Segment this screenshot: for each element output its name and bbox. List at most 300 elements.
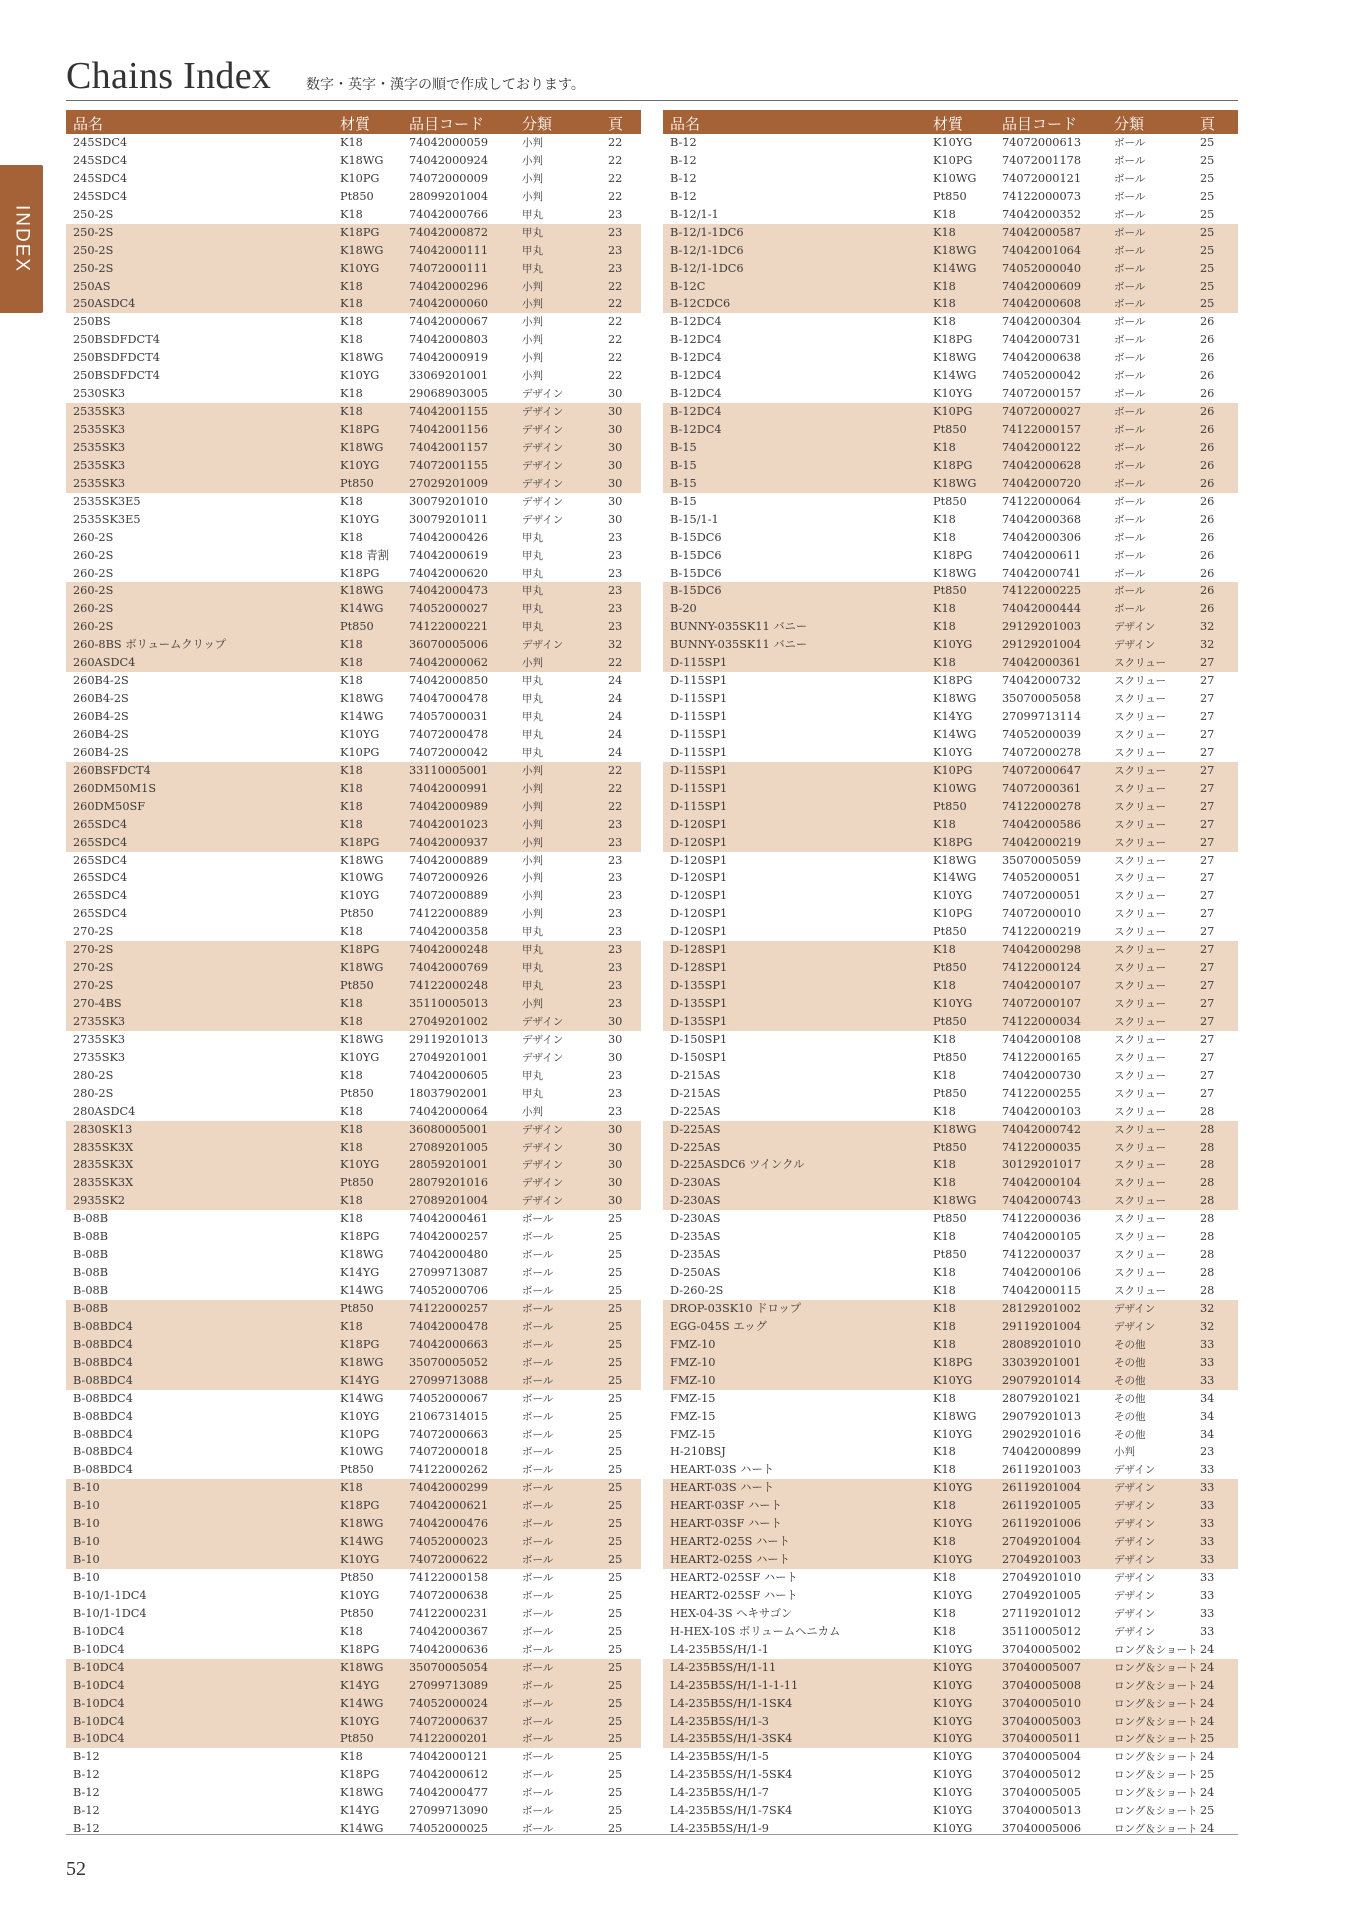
- item-code: 74072000051: [1002, 889, 1082, 903]
- category: ボール: [1114, 603, 1146, 616]
- product-name: DROP-03SK10 ドロップ: [670, 1301, 802, 1315]
- page-ref: 30: [608, 458, 623, 472]
- product-name: B-12DC4: [670, 315, 722, 329]
- material: K18: [340, 763, 363, 777]
- material: K18: [340, 405, 363, 419]
- table-row: [663, 439, 1238, 457]
- table-row: [66, 1443, 641, 1461]
- page-ref: 25: [608, 1499, 623, 1513]
- product-name: 250-2S: [73, 243, 114, 257]
- item-code: 35070005058: [1002, 692, 1082, 706]
- material: K10PG: [933, 907, 973, 921]
- table-row: [66, 1748, 641, 1766]
- category: スクリュー: [1114, 728, 1167, 741]
- page-ref: 26: [1200, 387, 1215, 401]
- material: K10YG: [340, 1553, 380, 1567]
- item-code: 26119201004: [1002, 1481, 1082, 1495]
- table-row: [66, 1067, 641, 1085]
- table-row: [663, 1677, 1238, 1695]
- page-ref: 27: [1200, 692, 1215, 706]
- page-ref: 23: [608, 225, 623, 239]
- page-ref: 23: [608, 889, 623, 903]
- category: 甲丸: [522, 603, 543, 616]
- product-name: B-08BDC4: [73, 1463, 133, 1477]
- page-ref: 25: [608, 1696, 623, 1710]
- material: K18: [340, 315, 363, 329]
- page-ref: 27: [1200, 674, 1215, 688]
- table-row: [66, 780, 641, 798]
- product-name: B-10: [73, 1553, 100, 1567]
- item-code: 29129201003: [1002, 620, 1082, 634]
- product-name: D-235AS: [670, 1248, 721, 1262]
- page-ref: 28: [1200, 1212, 1215, 1226]
- header-page: 頁: [1200, 115, 1216, 133]
- table-row: [663, 726, 1238, 744]
- material: K18WG: [933, 476, 977, 490]
- product-name: 245SDC4: [73, 189, 128, 203]
- material: K18PG: [340, 1642, 380, 1656]
- product-name: D-120SP1: [670, 835, 728, 849]
- material: K18: [933, 1158, 956, 1172]
- material: K18: [340, 1194, 363, 1208]
- category: 小判: [522, 836, 543, 849]
- page-ref: 25: [608, 1678, 623, 1692]
- page-ref: 23: [608, 566, 623, 580]
- table-row: [66, 278, 641, 296]
- material: K10WG: [933, 781, 977, 795]
- item-code: 35110005013: [409, 997, 489, 1010]
- page-ref: 24: [608, 674, 623, 688]
- page-ref: 33: [1200, 1624, 1215, 1638]
- product-name: HEART-03SF ハート: [670, 1499, 782, 1513]
- category: ボール: [522, 1625, 554, 1638]
- category: スクリュー: [1114, 657, 1167, 670]
- material: K18WG: [340, 243, 384, 257]
- material: K18WG: [933, 1194, 977, 1208]
- item-code: 74042000850: [409, 674, 489, 688]
- item-code: 74042000620: [409, 566, 489, 580]
- material: Pt850: [340, 907, 374, 921]
- material: K18: [340, 1068, 363, 1082]
- category: 甲丸: [522, 962, 543, 975]
- material: K18PG: [933, 835, 973, 849]
- item-code: 74042000612: [409, 1768, 489, 1782]
- table-row: [66, 457, 641, 475]
- item-code: 74052000023: [409, 1535, 489, 1549]
- category: ボール: [522, 1572, 554, 1584]
- category: ボール: [522, 1267, 554, 1280]
- page-ref: 26: [1200, 602, 1215, 616]
- product-name: D-128SP1: [670, 961, 728, 975]
- product-name: B-12DC4: [670, 369, 722, 383]
- table-row: [663, 1246, 1238, 1264]
- table-row: [66, 242, 641, 260]
- material: K18: [933, 817, 956, 831]
- item-code: 30129201017: [1002, 1158, 1082, 1172]
- category: 小判: [1114, 1446, 1135, 1459]
- category: ボール: [522, 1589, 554, 1602]
- category: ボール: [522, 1715, 554, 1728]
- item-code: 74042000361: [1002, 656, 1082, 670]
- category: スクリュー: [1114, 854, 1167, 867]
- category: ボール: [522, 1320, 554, 1333]
- item-code: 74072000926: [409, 871, 489, 885]
- category: スクリュー: [1114, 675, 1167, 688]
- category: スクリュー: [1114, 1069, 1167, 1082]
- category: 小判: [522, 154, 543, 167]
- material: K10YG: [933, 1660, 973, 1674]
- item-code: 74122000034: [1002, 1014, 1082, 1028]
- product-name: B-15/1-1: [670, 512, 719, 526]
- category: 甲丸: [522, 675, 543, 688]
- product-name: 280-2S: [73, 1086, 114, 1100]
- category: ボール: [522, 1464, 554, 1477]
- table-row: [66, 1264, 641, 1282]
- item-code: 74122000124: [1002, 961, 1082, 975]
- material: K18: [340, 799, 363, 813]
- material: K18: [933, 656, 956, 670]
- category: 甲丸: [522, 244, 543, 257]
- table-row: [66, 1372, 641, 1390]
- product-name: B-12DC4: [670, 405, 722, 419]
- product-name: 2735SK3: [73, 1032, 126, 1046]
- product-name: D-115SP1: [670, 745, 728, 759]
- material: K18 青割: [340, 548, 389, 562]
- item-code: 74042000731: [1002, 333, 1082, 347]
- product-name: B-10: [73, 1499, 100, 1513]
- item-code: 74042000121: [409, 1750, 489, 1764]
- material: K10YG: [933, 1517, 973, 1531]
- material: K14WG: [340, 710, 384, 723]
- product-name: B-08BDC4: [73, 1427, 133, 1441]
- product-name: 2835SK3X: [73, 1158, 134, 1172]
- table-row: [66, 547, 641, 565]
- item-code: 74122000889: [409, 907, 489, 921]
- category: 小判: [522, 872, 543, 885]
- table-row: [663, 600, 1238, 618]
- item-code: 74042000106: [1002, 1266, 1082, 1280]
- item-code: 74042000889: [409, 853, 489, 867]
- category: ボール: [1114, 495, 1146, 508]
- item-code: 74122000231: [409, 1606, 489, 1620]
- product-name: L4-235B5S/H/1-1: [670, 1642, 769, 1656]
- page-ref: 32: [1200, 620, 1215, 634]
- page-ref: 27: [1200, 853, 1215, 867]
- material: K10WG: [340, 1445, 384, 1459]
- item-code: 27049201003: [1002, 1553, 1082, 1567]
- table-row: [663, 905, 1238, 923]
- page-ref: 24: [1200, 1678, 1215, 1692]
- item-code: 74042000064: [409, 1104, 489, 1118]
- table-row: [663, 1354, 1238, 1372]
- page-ref: 26: [1200, 423, 1215, 436]
- item-code: 37040005006: [1002, 1822, 1082, 1836]
- material: K10YG: [340, 1050, 380, 1064]
- category: ボール: [522, 1697, 554, 1710]
- item-code: 74042000105: [1002, 1230, 1082, 1244]
- category: スクリュー: [1114, 1051, 1167, 1064]
- table-row: [663, 1443, 1238, 1461]
- material: K10YG: [340, 1714, 380, 1728]
- item-code: 74042000937: [409, 835, 489, 849]
- item-code: 74042000059: [409, 136, 489, 149]
- item-code: 28079201021: [1002, 1391, 1082, 1405]
- category: 甲丸: [522, 711, 543, 723]
- product-name: 265SDC4: [73, 889, 128, 903]
- page-ref: 30: [608, 1032, 623, 1046]
- material: K10YG: [933, 136, 973, 149]
- item-code: 74042000803: [409, 333, 489, 347]
- page-ref: 28: [1200, 1248, 1215, 1262]
- product-name: 260ASDC4: [73, 656, 136, 670]
- product-name: B-10DC4: [73, 1678, 125, 1692]
- item-code: 74122000157: [1002, 423, 1082, 436]
- material: K18: [933, 225, 956, 239]
- category: スクリュー: [1114, 800, 1167, 813]
- category: 小判: [522, 1105, 543, 1118]
- category: ボール: [522, 1643, 554, 1656]
- page-ref: 25: [608, 1606, 623, 1620]
- table-row: [663, 1461, 1238, 1479]
- item-code: 27049201010: [1002, 1571, 1082, 1584]
- table-row: [66, 1318, 641, 1336]
- category: 小判: [522, 370, 543, 383]
- product-name: 250BSDFDCT4: [73, 351, 160, 365]
- page-ref: 26: [1200, 315, 1215, 329]
- page-ref: 25: [608, 1804, 623, 1818]
- table-row: [663, 1587, 1238, 1605]
- material: K10PG: [340, 171, 380, 185]
- material: K10YG: [933, 1714, 973, 1728]
- material: K18WG: [933, 566, 977, 580]
- item-code: 74042000621: [409, 1499, 489, 1513]
- product-name: L4-235B5S/H/1-1SK4: [670, 1696, 793, 1710]
- material: K18WG: [340, 1355, 384, 1369]
- material: Pt850: [933, 494, 967, 508]
- category: 小判: [522, 190, 543, 203]
- category: ボール: [522, 1392, 554, 1405]
- page-ref: 25: [608, 1517, 623, 1531]
- page-ref: 22: [608, 799, 623, 813]
- page-ref: 26: [1200, 458, 1215, 472]
- product-name: 260-2S: [73, 602, 114, 616]
- material: K18: [340, 1481, 363, 1495]
- table-row: [66, 600, 641, 618]
- item-code: 27049201004: [1002, 1535, 1082, 1549]
- item-code: 74042000924: [409, 153, 489, 167]
- category: スクリュー: [1114, 1213, 1167, 1226]
- material: K18WG: [340, 440, 384, 454]
- material: K18PG: [340, 1337, 380, 1351]
- material: K10YG: [340, 889, 380, 903]
- material: K18: [933, 602, 956, 616]
- item-code: 29129201004: [1002, 638, 1082, 652]
- item-code: 74042000067: [409, 315, 489, 329]
- item-code: 36080005001: [409, 1122, 489, 1136]
- product-name: D-215AS: [670, 1068, 721, 1082]
- table-row: [663, 1067, 1238, 1085]
- item-code: 29119201004: [1002, 1319, 1082, 1333]
- table-row: [66, 1103, 641, 1121]
- page-ref: 32: [1200, 1319, 1215, 1333]
- table-row: [66, 582, 641, 600]
- page-ref: 27: [1200, 1050, 1215, 1064]
- page-ref: 24: [1200, 1696, 1215, 1710]
- header-code: 品目コード: [409, 115, 485, 133]
- item-code: 74122000165: [1002, 1050, 1082, 1064]
- product-name: 250AS: [73, 279, 111, 293]
- item-code: 28089201010: [1002, 1337, 1082, 1351]
- product-name: 260B4-2S: [73, 674, 129, 688]
- page-ref: 30: [608, 387, 623, 401]
- table-row: [66, 1784, 641, 1802]
- table-row: [663, 977, 1238, 995]
- page-ref: 25: [608, 1642, 623, 1656]
- item-code: 74042000478: [409, 1319, 489, 1333]
- page-ref: 26: [1200, 333, 1215, 347]
- item-code: 21067314015: [409, 1409, 489, 1423]
- category: スクリュー: [1114, 1015, 1167, 1028]
- category: ボール: [522, 1769, 554, 1782]
- item-code: 27029201009: [409, 476, 489, 490]
- material: K14YG: [340, 1266, 380, 1280]
- table-row: [663, 134, 1238, 152]
- page-ref: 26: [1200, 584, 1215, 598]
- table-row: [663, 367, 1238, 385]
- page-ref: 25: [608, 1284, 623, 1297]
- page-ref: 33: [1200, 1481, 1215, 1495]
- category: 甲丸: [522, 1087, 543, 1100]
- category: 甲丸: [522, 1069, 543, 1082]
- material: K10YG: [340, 1158, 380, 1172]
- table-row: [663, 385, 1238, 403]
- product-name: 2530SK3: [73, 387, 126, 401]
- item-code: 74052000025: [409, 1822, 489, 1836]
- category: ボール: [1114, 567, 1146, 580]
- product-name: FMZ-10: [670, 1355, 716, 1369]
- category: ボール: [522, 1482, 554, 1495]
- category: その他: [1114, 1356, 1146, 1369]
- table-row: [66, 511, 641, 529]
- category: ボール: [522, 1231, 554, 1244]
- material: K14YG: [340, 1678, 380, 1692]
- item-code: 74122000255: [1002, 1086, 1082, 1100]
- material: K18WG: [340, 853, 384, 867]
- product-name: H-HEX-10S ボリュームヘニカム: [670, 1624, 841, 1638]
- product-name: FMZ-15: [670, 1391, 716, 1405]
- material: K14YG: [340, 1804, 380, 1818]
- category: ボール: [1114, 352, 1146, 365]
- category: スクリュー: [1114, 1231, 1167, 1244]
- material: K18WG: [340, 961, 384, 975]
- material: K10YG: [340, 1409, 380, 1423]
- page-ref: 26: [1200, 512, 1215, 526]
- product-name: B-15: [670, 476, 697, 490]
- item-code: 28129201002: [1002, 1301, 1082, 1315]
- page-ref: 28: [1200, 1176, 1215, 1190]
- product-name: B-12DC4: [670, 333, 722, 347]
- material: K18: [933, 1068, 956, 1082]
- page-ref: 22: [608, 153, 623, 167]
- product-name: D-120SP1: [670, 907, 728, 921]
- table-row: [663, 1426, 1238, 1444]
- table-body: [663, 134, 1238, 1838]
- table-row: [66, 1228, 641, 1246]
- item-code: 74122000037: [1002, 1248, 1082, 1262]
- product-name: FMZ-15: [670, 1427, 716, 1441]
- page-ref: 33: [1200, 1553, 1215, 1567]
- product-name: B-15: [670, 494, 697, 508]
- table-row: [66, 1659, 641, 1677]
- material: K18: [340, 387, 363, 401]
- category: スクリュー: [1114, 782, 1167, 795]
- header-name: 品名: [73, 115, 104, 133]
- item-code: 74042000444: [1002, 602, 1082, 616]
- category: ボール: [522, 1374, 554, 1387]
- table-row: [66, 1479, 641, 1497]
- category: ボール: [1114, 459, 1146, 472]
- item-code: 74042000352: [1002, 207, 1082, 221]
- product-name: HEART-03S ハート: [670, 1463, 775, 1477]
- product-name: 270-2S: [73, 979, 114, 993]
- product-name: L4-235B5S/H/1-3: [670, 1714, 769, 1728]
- material: Pt850: [340, 1606, 374, 1620]
- table-row: [663, 690, 1238, 708]
- page-ref: 27: [1200, 781, 1215, 795]
- category: デザイン: [1114, 1536, 1156, 1549]
- product-name: 260B4-2S: [73, 710, 129, 723]
- page-ref: 25: [608, 1301, 623, 1315]
- category: 小判: [522, 316, 543, 329]
- material: Pt850: [340, 1086, 374, 1100]
- material: K14WG: [933, 727, 977, 741]
- table-row: [66, 475, 641, 493]
- item-code: 74042000368: [1002, 512, 1082, 526]
- item-code: 74042000619: [409, 548, 489, 562]
- product-name: B-08B: [73, 1301, 109, 1315]
- product-name: D-115SP1: [670, 674, 728, 688]
- product-name: B-12CDC6: [670, 297, 731, 311]
- table-row: [663, 1013, 1238, 1031]
- material: K18PG: [933, 548, 973, 562]
- table-row: [663, 313, 1238, 331]
- product-name: D-120SP1: [670, 817, 728, 831]
- page-ref: 23: [608, 1104, 623, 1118]
- page-ref: 30: [608, 494, 623, 508]
- material: Pt850: [933, 423, 967, 436]
- category: 甲丸: [522, 531, 543, 544]
- category: ボール: [522, 1302, 554, 1315]
- page-ref: 27: [1200, 745, 1215, 759]
- table-row: [66, 206, 641, 224]
- product-name: B-12: [670, 189, 697, 203]
- material: K18WG: [340, 153, 384, 167]
- page-ref: 27: [1200, 997, 1215, 1010]
- category: ボール: [1114, 154, 1146, 167]
- page-ref: 25: [608, 1355, 623, 1369]
- material: K18WG: [340, 1660, 384, 1674]
- product-name: D-260-2S: [670, 1284, 724, 1297]
- item-code: 29119201013: [409, 1032, 489, 1046]
- table-row: [66, 349, 641, 367]
- material: K18: [933, 979, 956, 993]
- category: デザイン: [1114, 1607, 1156, 1620]
- table-row: [66, 1282, 641, 1300]
- product-name: B-10DC4: [73, 1642, 125, 1656]
- item-code: 74042000473: [409, 584, 489, 598]
- item-code: 74057000031: [409, 710, 489, 723]
- table-row: [663, 1802, 1238, 1820]
